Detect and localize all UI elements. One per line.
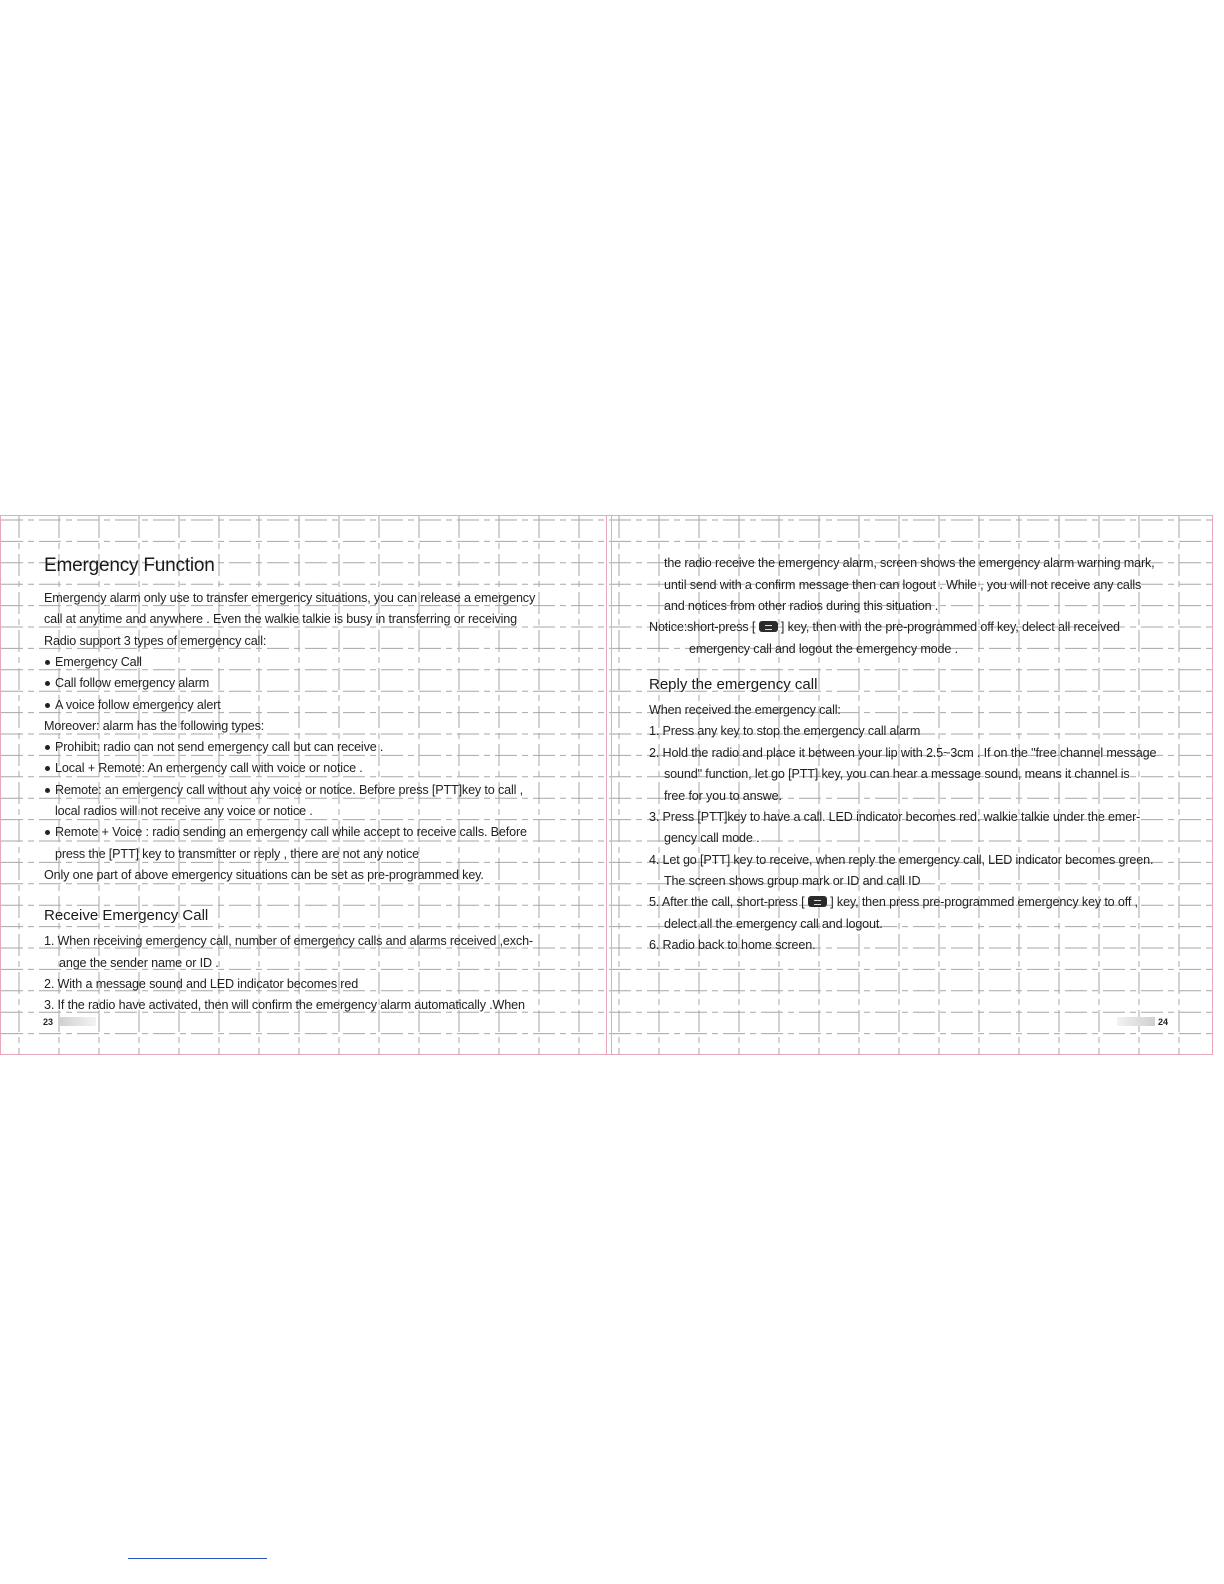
section-title: Receive Emergency Call: [44, 907, 209, 924]
notice-line: [649, 619, 1120, 635]
item-text: ] key, then press pre-programmed emergency key to off ,: [830, 895, 1138, 909]
numbered-item-cont: ange the sender name or ID .: [59, 956, 219, 970]
bullet-icon: [45, 703, 50, 708]
page-number: 24: [1158, 1017, 1169, 1027]
list-item: Remote + Voice : radio sending an emergency call while accept to receive calls. Before: [55, 825, 527, 839]
numbered-item-cont: sound" function, let go [PTT] key, you can hear a message sound, means it channel is: [664, 767, 1130, 781]
moreover-line: Moreover: alarm has the following types:: [44, 719, 265, 733]
link-underline: [128, 1558, 267, 1559]
list-item-cont: local radios will not receive any voice or notice .: [55, 804, 313, 818]
numbered-item: 1. When receiving emergency call, number of emergency calls and alarms received ,exch-: [44, 934, 533, 948]
only-one-line: Only one part of above emergency situations can be set as pre-programmed key.: [44, 868, 484, 882]
section-title: Reply the emergency call: [649, 676, 818, 693]
bullet-icon: [45, 830, 50, 835]
numbered-item-cont: delect all the emergency call and logout.: [664, 917, 883, 931]
list-item: Local + Remote: An emergency call with voice or notice .: [55, 761, 363, 775]
notice-line-cont: emergency call and logout the emergency mode .: [689, 642, 958, 656]
continued-line: the radio receive the emergency alarm, screen shows the emergency alarm warning mark,: [664, 556, 1155, 570]
continued-line: until send with a confirm message then can logout . While , you will not receive any calls: [664, 578, 1142, 592]
list-item-cont: press the [PTT] key to transmitter or reply , there are not any notice: [55, 847, 419, 861]
page-number: 23: [43, 1017, 54, 1027]
page-title: Emergency Function: [44, 555, 215, 576]
page-number-bar: [1117, 1017, 1155, 1026]
bullet-icon: [45, 745, 50, 750]
notice-text: Notice:short-press [: [649, 620, 756, 634]
numbered-item: [649, 894, 1138, 910]
intro-line: Emergency alarm only use to transfer emergency situations, you can release a emergency: [44, 591, 536, 605]
list-item: Remote: an emergency call without any voice or notice. Before press [PTT]key to call ,: [55, 783, 523, 797]
bullet-icon: [45, 766, 50, 771]
list-item: Prohibit: radio can not send emergency call but can receive .: [55, 740, 384, 754]
menu-key-icon: [759, 621, 778, 632]
numbered-item: 6. Radio back to home screen.: [649, 938, 816, 952]
numbered-item: 4. Let go [PTT] key to receive, when reply the emergency call, LED indicator becomes green.: [649, 853, 1154, 867]
list-item: Call follow emergency alarm: [55, 676, 210, 690]
numbered-item-cont: free for you to answe.: [664, 789, 782, 803]
continued-line: and notices from other radios during this situation .: [664, 599, 939, 613]
numbered-item: 3. Press [PTT]key to have a call. LED indicator becomes red. walkie talkie under the emer-: [649, 810, 1141, 824]
page-number-bar: [58, 1017, 96, 1026]
numbered-item-cont: gency call mode .: [664, 831, 760, 845]
intro-line: When received the emergency call:: [649, 703, 841, 717]
numbered-item: 1. Press any key to stop the emergency call alarm: [649, 724, 921, 738]
bullet-icon: [45, 681, 50, 686]
left-page: [43, 516, 573, 1054]
intro-line: Radio support 3 types of emergency call:: [44, 634, 267, 648]
numbered-item-cont: The screen shows group mark or ID and call ID: [664, 874, 921, 888]
bullet-icon: [45, 788, 50, 793]
notice-text: ] key, then with the pre-programmed off key, delect all received: [780, 620, 1120, 634]
numbered-item: 2. With a message sound and LED indicator becomes red: [44, 977, 359, 991]
right-page: [649, 516, 1184, 1054]
numbered-item: 3. If the radio have activated, then will confirm the emergency alarm automatically .When: [44, 998, 525, 1012]
manual-spread: [0, 515, 1213, 1055]
numbered-item: 2. Hold the radio and place it between your lip with 2.5~3cm . If on the "free channel message: [649, 746, 1157, 760]
list-item: A voice follow emergency alert: [55, 698, 221, 712]
menu-key-icon: [808, 896, 827, 907]
bullet-icon: [45, 660, 50, 665]
page-fold: [606, 516, 612, 1054]
intro-line: call at anytime and anywhere . Even the walkie talkie is busy in transferring or receiving: [44, 612, 517, 626]
list-item: Emergency Call: [55, 655, 142, 669]
item-text: 5. After the call, short-press [: [649, 895, 805, 909]
